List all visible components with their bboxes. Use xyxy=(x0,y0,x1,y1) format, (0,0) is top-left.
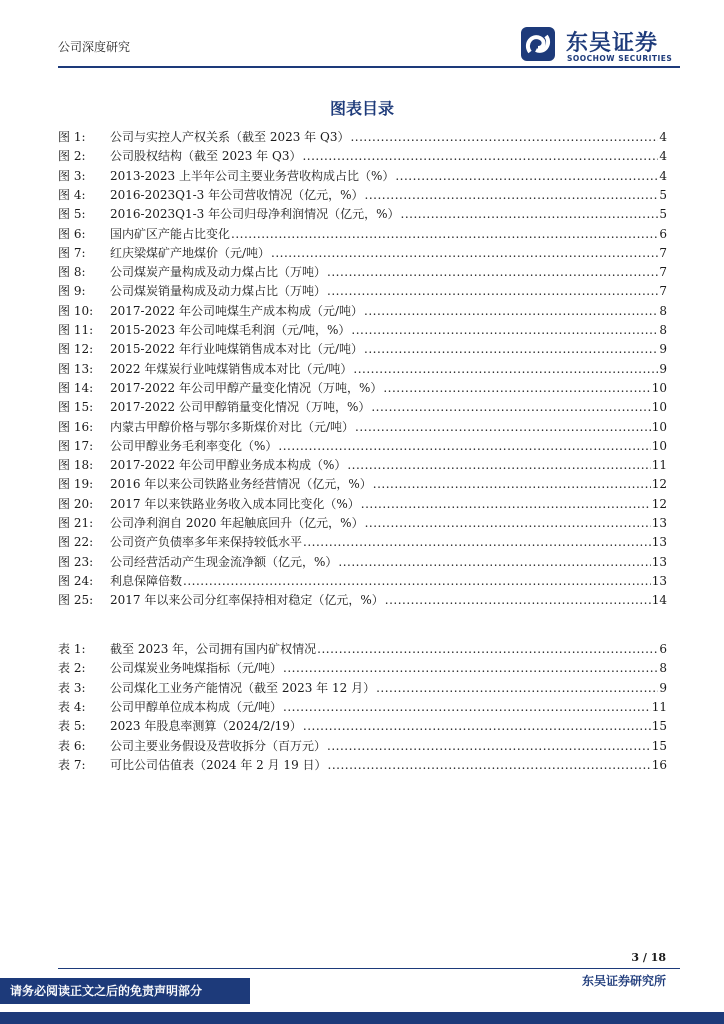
toc-entry-page: 13 xyxy=(651,535,667,550)
toc-entry-number: 表 7: xyxy=(58,757,86,772)
toc-entry[interactable] xyxy=(58,437,667,455)
toc-leader-dots xyxy=(350,128,658,146)
toc-entry[interactable] xyxy=(58,321,667,339)
toc-leader-dots xyxy=(364,302,658,320)
toc-entry-number: 图 7: xyxy=(58,245,86,260)
toc-entry-title: 2013-2023 上半年公司主要业务营收构成占比（%） xyxy=(110,168,395,183)
toc-entry-number: 图 15: xyxy=(58,400,94,415)
toc-entry-page: 9 xyxy=(659,680,667,695)
toc-entry-page: 12 xyxy=(651,477,667,492)
toc-entry-page: 5 xyxy=(659,187,667,202)
toc-entry[interactable] xyxy=(58,640,667,658)
toc-entry-title: 2017 年以来公司分红率保持相对稳定（亿元，%） xyxy=(110,593,384,608)
toc-leader-dots xyxy=(364,340,658,358)
company-logo xyxy=(520,24,680,66)
toc-entry-number: 表 2: xyxy=(58,661,86,676)
toc-entry[interactable] xyxy=(58,282,667,300)
soochow-logo-icon xyxy=(520,24,560,64)
toc-entry-page: 7 xyxy=(659,284,667,299)
toc-entry-number: 图 6: xyxy=(58,226,86,241)
toc-entry[interactable] xyxy=(58,167,667,185)
toc-leader-dots xyxy=(365,186,659,204)
toc-entry[interactable] xyxy=(58,186,667,204)
toc-entry-number: 图 12: xyxy=(58,342,94,357)
toc-entry-page: 11 xyxy=(651,699,667,714)
toc-entry-page: 15 xyxy=(651,719,667,734)
toc-entry-title: 2022 年煤炭行业吨煤销售成本对比（元/吨） xyxy=(110,361,353,376)
toc-entry-title: 公司煤炭销量构成及动力煤占比（万吨） xyxy=(110,284,327,299)
toc-entry-page: 16 xyxy=(651,757,667,772)
toc-entry[interactable] xyxy=(58,418,667,436)
toc-entry-title: 可比公司估值表（2024 年 2 月 19 日） xyxy=(110,757,327,772)
toc-entry[interactable] xyxy=(58,679,667,697)
header-divider xyxy=(58,66,680,68)
toc-entry[interactable] xyxy=(58,737,667,755)
toc-entry-title: 2017 年以来铁路业务收入成本同比变化（%） xyxy=(110,496,360,511)
toc-entry-number: 表 3: xyxy=(58,680,86,695)
toc-leader-dots xyxy=(327,737,651,755)
toc-entry[interactable] xyxy=(58,533,667,551)
toc-entry-number: 图 18: xyxy=(58,458,94,473)
toc-leader-dots xyxy=(328,756,651,774)
toc-leader-dots xyxy=(303,717,651,735)
toc-entry[interactable] xyxy=(58,572,667,590)
toc-leader-dots xyxy=(371,398,650,416)
toc-entry-title: 公司主要业务假设及营收拆分（百万元） xyxy=(110,738,327,753)
toc-entry-number: 图 22: xyxy=(58,535,94,550)
toc-entry-page: 8 xyxy=(659,661,667,676)
toc-entry-number: 图 5: xyxy=(58,207,86,222)
toc-leader-dots xyxy=(303,533,651,551)
toc-entry[interactable] xyxy=(58,398,667,416)
toc-entry[interactable] xyxy=(58,514,667,532)
footer-bar xyxy=(0,1012,724,1024)
toc-entry-title: 2016-2023Q1-3 年公司归母净利润情况（亿元，%） xyxy=(110,207,400,222)
toc-entry[interactable] xyxy=(58,698,667,716)
toc-entry-title: 利息保障倍数 xyxy=(110,573,183,588)
toc-entry-title: 公司净利润自 2020 年起触底回升（亿元，%） xyxy=(110,516,364,530)
toc-entry-title: 公司煤炭业务吨煤指标（元/吨） xyxy=(110,661,283,676)
toc-title: 图表目录 xyxy=(329,99,394,118)
toc-entry-title: 公司经营活动产生现金流净额（亿元，%） xyxy=(110,554,338,569)
toc-entry-page: 7 xyxy=(659,265,667,280)
toc-entry-page: 13 xyxy=(651,573,667,588)
toc-leader-dots xyxy=(283,698,651,716)
toc-entry-number: 图 11: xyxy=(58,323,94,337)
toc-entry-number: 图 1: xyxy=(58,130,86,144)
toc-entry-number: 图 16: xyxy=(58,419,94,434)
disclaimer-banner: 请务必阅读正文之后的免责声明部分 xyxy=(0,978,250,1004)
toc-entry-number: 图 25: xyxy=(58,593,94,608)
toc-entry[interactable] xyxy=(58,495,667,513)
toc-entry-title: 2015-2023 年公司吨煤毛利润（元/吨，%） xyxy=(110,323,351,337)
toc-entry-title: 公司股权结构（截至 2023 年 Q3） xyxy=(110,149,302,164)
toc-entry[interactable] xyxy=(58,302,667,320)
toc-entry-number: 图 21: xyxy=(58,516,94,530)
page-number: 3 / 18 xyxy=(631,951,666,964)
toc-leader-dots xyxy=(183,572,651,590)
footer-divider xyxy=(58,968,680,969)
toc-entry-number: 表 6: xyxy=(58,738,86,753)
toc-leader-dots xyxy=(353,360,658,378)
toc-entry-page: 4 xyxy=(659,168,667,183)
toc-entry-number: 图 4: xyxy=(58,187,86,202)
toc-entry-title: 截至 2023 年，公司拥有国内矿权情况 xyxy=(110,642,317,656)
toc-entry[interactable] xyxy=(58,244,667,262)
toc-entry-page: 4 xyxy=(659,149,667,164)
toc-entry-page: 10 xyxy=(651,438,667,453)
toc-leader-dots xyxy=(283,659,658,677)
toc-entry-number: 图 24: xyxy=(58,573,94,588)
toc-leader-dots xyxy=(327,282,658,300)
toc-leader-dots xyxy=(271,244,658,262)
toc-entry-page: 12 xyxy=(651,496,667,511)
toc-entry[interactable] xyxy=(58,456,667,474)
toc-entry-page: 6 xyxy=(659,642,667,656)
toc-entry-title: 公司煤炭产量构成及动力煤占比（万吨） xyxy=(110,265,327,280)
toc-leader-dots xyxy=(278,437,650,455)
toc-leader-dots xyxy=(338,553,650,571)
toc-entry[interactable] xyxy=(58,475,667,493)
toc-entry-title: 2017-2022 年公司甲醇产量变化情况（万吨，%） xyxy=(110,380,383,395)
toc-entry-number: 图 9: xyxy=(58,284,86,299)
toc-entry-page: 4 xyxy=(659,130,667,144)
toc-entry[interactable] xyxy=(58,379,667,397)
toc-entry-page: 8 xyxy=(659,303,667,318)
toc-entry-title: 公司资产负债率多年来保持较低水平 xyxy=(110,535,303,550)
toc-entry-title: 公司煤化工业务产能情况（截至 2023 年 12 月） xyxy=(110,680,376,695)
toc-leader-dots xyxy=(395,167,658,185)
toc-entry-number: 图 20: xyxy=(58,496,94,511)
toc-entry[interactable] xyxy=(58,340,667,358)
toc-entry-number: 图 13: xyxy=(58,361,94,376)
toc-entry-number: 图 19: xyxy=(58,477,94,492)
toc-entry-title: 2015-2022 年行业吨煤销售成本对比（元/吨） xyxy=(110,342,363,357)
toc-entry-page: 10 xyxy=(651,419,667,434)
toc-entry-title: 红庆梁煤矿产地煤价（元/吨） xyxy=(110,245,271,260)
toc-entry-number: 表 5: xyxy=(58,719,86,734)
toc-entry-page: 10 xyxy=(651,380,667,395)
toc-leader-dots xyxy=(317,640,658,658)
toc-entry-number: 图 14: xyxy=(58,380,94,395)
toc-entry-number: 图 17: xyxy=(58,438,94,453)
toc-leader-dots xyxy=(351,321,658,339)
toc-entry-number: 图 23: xyxy=(58,554,94,569)
toc-entry-page: 14 xyxy=(651,593,667,608)
toc-leader-dots xyxy=(302,147,658,165)
toc-leader-dots xyxy=(231,225,658,243)
toc-entry-page: 9 xyxy=(659,361,667,376)
logo-en-text: SOOCHOW SECURITIES xyxy=(567,54,673,63)
toc-entry-title: 公司甲醇业务毛利率变化（%） xyxy=(110,438,278,453)
toc-leader-dots xyxy=(327,263,658,281)
toc-entry-title: 公司甲醇单位成本构成（元/吨） xyxy=(110,699,283,714)
toc-entry-title: 2017-2022 公司甲醇销量变化情况（万吨，%） xyxy=(110,400,371,415)
toc-entry[interactable] xyxy=(58,360,667,378)
toc-entry-title: 2017-2022 年公司吨煤生产成本构成（元/吨） xyxy=(110,303,363,318)
toc-entry-title: 公司与实控人产权关系（截至 2023 年 Q3） xyxy=(110,130,350,144)
toc-entry-page: 7 xyxy=(659,245,667,260)
toc-entry-page: 11 xyxy=(651,458,667,473)
toc-entry-title: 内蒙古甲醇价格与鄂尔多斯煤价对比（元/吨） xyxy=(110,419,355,434)
toc-entry-title: 国内矿区产能占比变化 xyxy=(110,226,231,241)
toc-leader-dots xyxy=(361,495,651,513)
toc-leader-dots xyxy=(365,514,651,532)
toc-leader-dots xyxy=(355,418,651,436)
toc-entry-page: 13 xyxy=(651,516,667,530)
toc-entry-page: 15 xyxy=(651,738,667,753)
toc-entry-number: 图 8: xyxy=(58,265,86,280)
toc-entry-title: 2016 年以来公司铁路业务经营情况（亿元，%） xyxy=(110,477,372,492)
toc-entry-page: 6 xyxy=(659,226,667,241)
toc-entry[interactable] xyxy=(58,756,667,774)
toc-entry-title: 2016-2023Q1-3 年公司营收情况（亿元，%） xyxy=(110,187,364,202)
toc-entry-number: 图 2: xyxy=(58,149,86,164)
toc-entry-page: 8 xyxy=(659,323,667,337)
toc-entry[interactable] xyxy=(58,659,667,677)
toc-entry[interactable] xyxy=(58,128,667,146)
toc-entry[interactable] xyxy=(58,147,667,165)
toc-entry-page: 5 xyxy=(659,207,667,222)
toc-leader-dots xyxy=(376,679,658,697)
toc-entry-page: 13 xyxy=(651,554,667,569)
toc-entry[interactable] xyxy=(58,591,667,609)
toc-entry-page: 10 xyxy=(651,400,667,415)
toc-entry-number: 图 10: xyxy=(58,303,94,318)
footer-institute: 东吴证券研究所 xyxy=(581,974,666,988)
toc-entry[interactable] xyxy=(58,717,667,735)
toc-leader-dots xyxy=(383,379,650,397)
toc-entry[interactable] xyxy=(58,263,667,281)
toc-entry-title: 2023 年股息率测算（2024/2/19） xyxy=(110,719,302,734)
toc-entry-number: 图 3: xyxy=(58,168,86,183)
toc-entry[interactable] xyxy=(58,205,667,223)
toc-entry-number: 表 1: xyxy=(58,642,86,656)
toc-leader-dots xyxy=(347,456,650,474)
header-left-text: 公司深度研究 xyxy=(58,40,131,54)
toc-leader-dots xyxy=(401,205,659,223)
toc-leader-dots xyxy=(385,591,651,609)
toc-entry-title: 2017-2022 年公司甲醇业务成本构成（%） xyxy=(110,458,347,473)
toc-entry[interactable] xyxy=(58,225,667,243)
toc-entry-page: 9 xyxy=(659,342,667,357)
toc-entry[interactable] xyxy=(58,553,667,571)
toc-leader-dots xyxy=(373,475,651,493)
logo-cn-text: 东吴证券 xyxy=(566,31,659,56)
toc-entry-number: 表 4: xyxy=(58,699,86,714)
